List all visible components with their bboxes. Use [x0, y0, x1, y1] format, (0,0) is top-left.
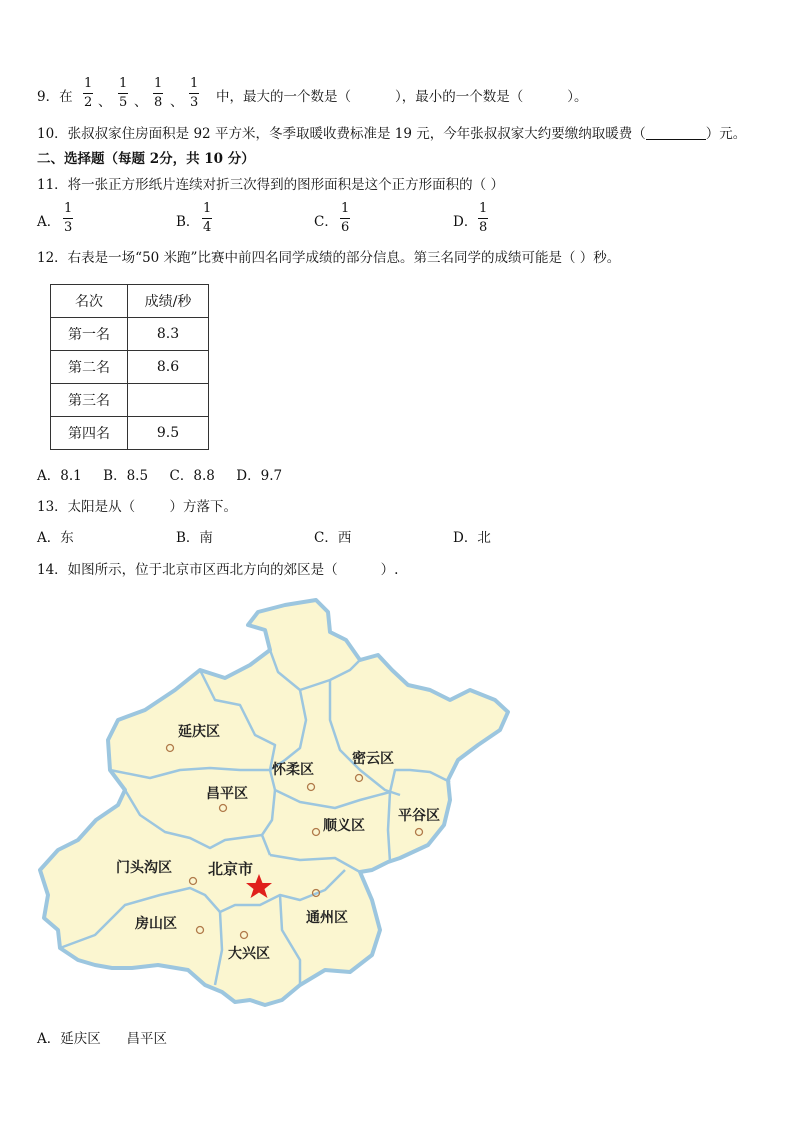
q9-sep-1: 、 [98, 94, 112, 110]
q9-text: 中，最大的一个数是（ ），最小的一个数是（ ）。 [216, 89, 588, 105]
q9-sep-3: 、 [170, 94, 184, 110]
q12-text: 12．右表是一场“50 米跑”比赛中前四名同学成绩的部分信息。第三名同学的成绩可能是（ ）秒。 [37, 250, 621, 266]
q14-option-a[interactable]: A．延庆区 昌平区 [37, 1031, 167, 1047]
label-changping: 昌平区 [206, 786, 248, 802]
q9-sep-2: 、 [134, 94, 148, 110]
table-row [51, 384, 209, 417]
q11-option-a-letter[interactable]: A． [37, 214, 61, 230]
label-pinggu: 平谷区 [398, 808, 440, 824]
q13-text: 13．太阳是从（ ）方落下。 [37, 499, 238, 515]
label-mentougou: 门头沟区 [116, 860, 172, 876]
table-row [51, 318, 209, 351]
table-header-score: 成绩/秒 [128, 285, 209, 318]
q13-option-d[interactable]: D．北 [453, 530, 491, 546]
q11-option-b-fraction: 1 4 [203, 201, 212, 235]
q13-option-c[interactable]: C．西 [314, 530, 352, 546]
q11-text: 11．将一张正方形纸片连续对折三次得到的图形面积是这个正方形面积的（ ） [37, 177, 504, 193]
q11-option-a-fraction: 1 3 [64, 201, 73, 235]
q10-text: 10．张叔叔家住房面积是 92 平方米，冬季取暖收费标准是 19 元，今年张叔叔家大约要缴纳取暖费（ ）元。 [37, 126, 747, 142]
q11-option-d-fraction: 1 8 [479, 201, 488, 235]
q12-options[interactable]: A．8.1 B．8.5 C．8.8 D．9.7 [37, 468, 283, 484]
table-cell: 第四名 [51, 417, 128, 450]
table-header-rank: 名次 [51, 285, 128, 318]
label-shunyi: 顺义区 [323, 818, 365, 834]
label-fangshan: 房山区 [135, 916, 177, 932]
label-yanqing: 延庆区 [178, 724, 220, 740]
q11-option-b-letter[interactable]: B． [176, 214, 200, 230]
table-cell [128, 384, 209, 417]
label-miyun: 密云区 [352, 751, 394, 767]
q9-fraction-1: 1 2 [84, 76, 93, 110]
table-cell: 9.5 [128, 417, 209, 450]
table-cell: 第一名 [51, 318, 128, 351]
q9-fraction-2: 1 5 [119, 76, 128, 110]
label-huairou: 怀柔区 [272, 762, 314, 778]
table-cell: 第二名 [51, 351, 128, 384]
q9-fraction-4: 1 3 [190, 76, 199, 110]
beijing-district-map [38, 592, 518, 1012]
q11-option-d-letter[interactable]: D． [453, 214, 478, 230]
table-row [51, 351, 209, 384]
table-cell: 8.3 [128, 318, 209, 351]
q13-option-b[interactable]: B．南 [176, 530, 213, 546]
q11-option-c-letter[interactable]: C． [314, 214, 338, 230]
q9-fraction-3: 1 8 [154, 76, 163, 110]
q13-option-a[interactable]: A．东 [37, 530, 74, 546]
q11-option-c-fraction: 1 6 [341, 201, 350, 235]
label-tongzhou: 通州区 [306, 910, 348, 926]
table-cell: 8.6 [128, 351, 209, 384]
label-beijing: 北京市 [208, 860, 254, 878]
q12-score-table [50, 284, 209, 450]
table-header-row [51, 285, 209, 318]
table-row [51, 417, 209, 450]
label-daxing: 大兴区 [228, 946, 270, 962]
table-cell: 第三名 [51, 384, 128, 417]
q14-text: 14．如图所示，位于北京市区西北方向的郊区是（ ）. [37, 562, 399, 578]
q9-prefix: 9．在 [37, 89, 73, 105]
q10-answer-blank[interactable] [646, 125, 706, 140]
section-heading: 二、选择题（每题 2分，共 10 分） [37, 151, 255, 167]
